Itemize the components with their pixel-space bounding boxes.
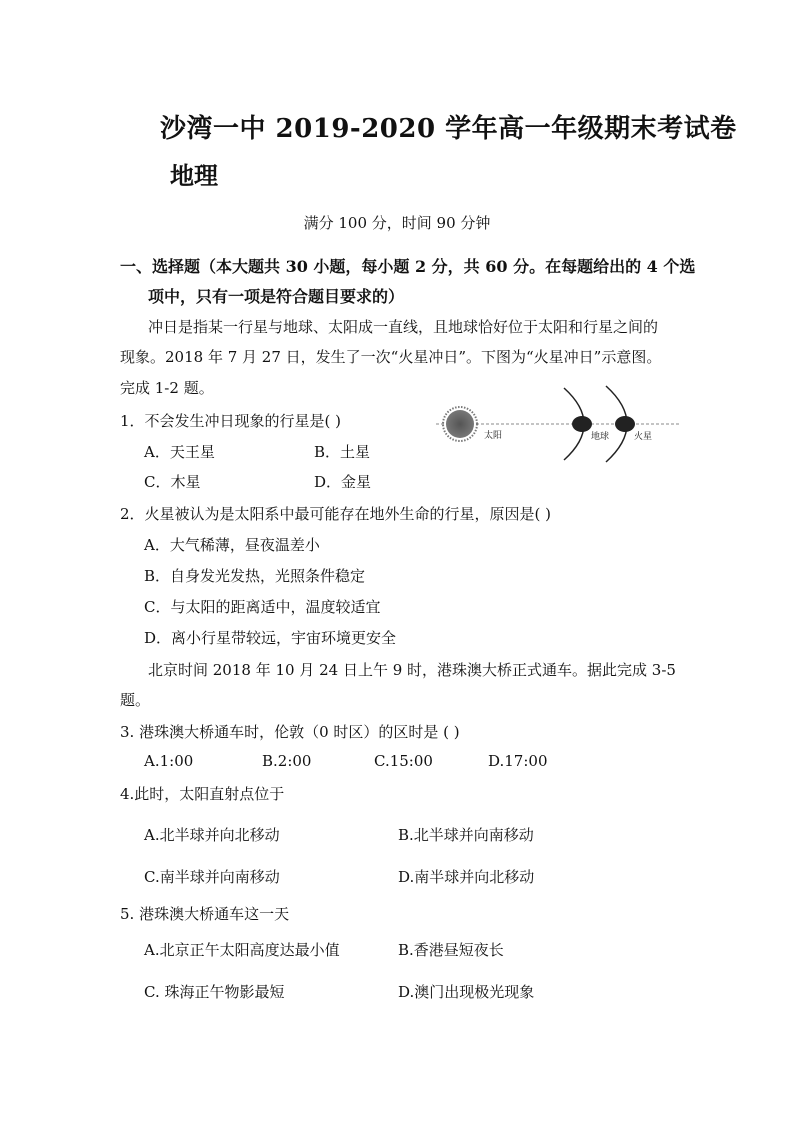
question-2-option-c: C．与太阳的距离适中，温度较适宜 — [144, 598, 381, 616]
mars-label: 火星 — [634, 432, 653, 442]
question-5-stem: 5. 港珠澳大桥通车这一天 — [120, 905, 290, 923]
question-4-option-a: A.北半球并向北移动 — [144, 826, 280, 844]
question-1-option-a: A．天王星 — [144, 443, 215, 461]
intro1-line2: 现象。2018 年 7 月 27 日，发生了一次“火星冲日”。下图为“火星冲日”示意图。 — [120, 348, 662, 366]
question-5-option-c: C. 珠海正午物影最短 — [144, 983, 285, 1001]
mars-opposition-svg — [436, 384, 680, 464]
question-3-option-b: B.2:00 — [262, 752, 312, 770]
question-1-option-c: C．木星 — [144, 473, 201, 491]
question-1-option-b: B．土星 — [314, 443, 371, 461]
question-3-option-c: C.15:00 — [374, 752, 433, 770]
question-5-option-d: D.澳门出现极光现象 — [398, 983, 535, 1001]
question-2-stem: 2．火星被认为是太阳系中最可能存在地外生命的行星，原因是( ) — [120, 505, 552, 523]
question-3-option-d: D.17:00 — [488, 752, 548, 770]
section-heading-line2: 项中，只有一项是符合题目要求的） — [148, 287, 405, 306]
mars-icon — [615, 416, 635, 432]
exam-info: 满分 100 分，时间 90 分钟 — [303, 214, 491, 232]
question-4-option-d: D.南半球并向北移动 — [398, 868, 535, 886]
exam-title: 沙湾一中 2019-2020 学年高一年级期末考试卷 — [160, 114, 737, 144]
question-2-option-a: A．大气稀薄，昼夜温差小 — [144, 536, 320, 554]
question-1-option-d: D．金星 — [314, 473, 372, 491]
intro2-line1: 北京时间 2018 年 10 月 24 日上午 9 时，港珠澳大桥正式通车。据此完成 3-5 — [148, 661, 676, 679]
question-5-option-a: A.北京正午太阳高度达最小值 — [144, 941, 340, 959]
question-1-stem: 1．不会发生冲日现象的行星是( ) — [120, 412, 342, 430]
earth-icon — [572, 416, 592, 432]
sun-label: 太阳 — [484, 431, 503, 441]
question-2-option-b: B．自身发光发热，光照条件稳定 — [144, 567, 366, 585]
intro1-line1: 冲日是指某一行星与地球、太阳成一直线，且地球恰好位于太阳和行星之间的 — [148, 318, 659, 336]
intro2-line2: 题。 — [120, 691, 151, 709]
question-4-option-b: B.北半球并向南移动 — [398, 826, 534, 844]
question-4-stem: 4.此时，太阳直射点位于 — [120, 785, 285, 803]
question-4-option-c: C.南半球并向南移动 — [144, 868, 280, 886]
earth-label: 地球 — [591, 432, 610, 442]
section-heading-line1: 一、选择题（本大题共 30 小题，每小题 2 分，共 60 分。在每题给出的 4 个选 — [120, 257, 696, 276]
question-2-option-d: D．离小行星带较远，宇宙环境更安全 — [144, 629, 397, 647]
exam-subject: 地理 — [170, 161, 218, 190]
question-5-option-b: B.香港昼短夜长 — [398, 941, 504, 959]
mars-opposition-diagram — [436, 384, 680, 464]
sun-icon — [443, 407, 477, 441]
intro1-line3: 完成 1-2 题。 — [120, 379, 214, 397]
question-3-stem: 3. 港珠澳大桥通车时，伦敦（0 时区）的区时是 ( ) — [120, 723, 460, 741]
question-3-option-a: A.1:00 — [144, 752, 194, 770]
